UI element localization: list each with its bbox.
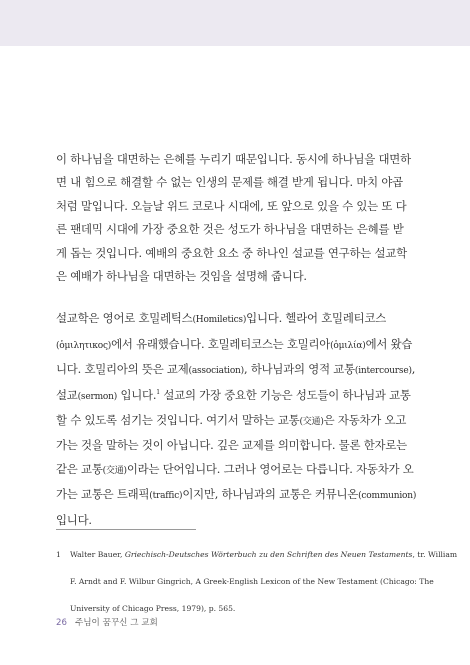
footnote-number: 1 bbox=[56, 550, 61, 559]
paragraph-2 bbox=[56, 307, 416, 532]
text: 가는 교통은 트래픽 bbox=[56, 487, 150, 502]
paragraph-1 bbox=[56, 148, 416, 288]
text-line bbox=[56, 358, 416, 383]
text-line: 입니다. bbox=[56, 512, 92, 527]
text: 니다. 호밀리아의 뜻은 교제 bbox=[56, 362, 189, 377]
text: 에서 왔습 bbox=[365, 336, 413, 351]
text: Walter Bauer, bbox=[70, 550, 125, 559]
parenthetical: (communion) bbox=[358, 491, 417, 502]
text-line: 가는 것을 말하는 것이 아닙니다. 깊은 교제를 의미합니다. 물론 한자로는 bbox=[56, 438, 407, 453]
text-line bbox=[56, 307, 416, 332]
parenthetical: (sermon) bbox=[77, 391, 118, 402]
book-title: Griechisch-Deutsches Wörterbuch zu den Schriften des Neuen Testaments bbox=[124, 550, 413, 559]
text: 입니다. bbox=[117, 387, 157, 402]
text: 은 자동차가 오고 bbox=[323, 413, 407, 428]
body-text bbox=[56, 148, 416, 532]
parenthetical: (association) bbox=[188, 366, 244, 377]
parenthetical: (intercourse) bbox=[354, 366, 412, 377]
text-line: 이 하나님을 대면하는 은혜를 누리기 때문입니다. 동시에 하나님을 대면하 bbox=[56, 152, 411, 166]
text: 이지만, 하나님과의 교통은 커뮤니온 bbox=[182, 487, 359, 502]
parenthetical: (ὁμιλία) bbox=[330, 340, 366, 351]
text: 할 수 있도록 섬기는 것입니다. 여기서 말하는 교통 bbox=[56, 413, 300, 428]
text: 설교의 가장 중요한 기능은 성도들이 하나님과 교통 bbox=[159, 387, 411, 402]
text: 설교학은 영어로 호밀레틱스 bbox=[56, 311, 193, 326]
footnote-line bbox=[70, 548, 458, 561]
header-band bbox=[0, 0, 470, 46]
parenthetical: (交通) bbox=[299, 417, 324, 428]
text: 에서 유래했습니다. 호밀레티코스는 호밀리아 bbox=[111, 336, 331, 351]
text-line: 게 돕는 것입니다. 예배의 중요한 요소 중 하나인 설교를 연구하는 설교학 bbox=[56, 245, 407, 260]
text: , tr. William bbox=[412, 550, 458, 559]
text: 입니다. 헬라어 호밀레티코스 bbox=[246, 311, 387, 326]
parenthetical: (Homiletics) bbox=[192, 315, 247, 326]
footnote-divider bbox=[56, 529, 196, 530]
text: , 하나님과의 영적 교통 bbox=[243, 362, 355, 377]
text-line: 처럼 말입니다. 오늘날 위드 코로나 시대에, 또 앞으로 있을 수 있는 또 다 bbox=[56, 198, 407, 213]
text-line bbox=[56, 384, 416, 409]
parenthetical: (traffic) bbox=[149, 491, 183, 502]
text-line: 면 내 힘으로 해결할 수 없는 인생의 문제를 해결 받게 됩니다. 마치 야곱 bbox=[56, 175, 403, 190]
parenthetical: (交通) bbox=[102, 465, 127, 476]
text: , bbox=[411, 362, 416, 377]
text-line: 른 팬데믹 시대에 가장 중요한 것은 성도가 하나님을 대면하는 은혜를 받 bbox=[56, 222, 404, 237]
text-line: 은 예배가 하나님을 대면하는 것임을 설명해 줍니다. bbox=[56, 269, 307, 284]
text-line bbox=[56, 409, 416, 434]
footnote bbox=[56, 548, 458, 615]
running-title: 주님이 꿈꾸신 그 교회 bbox=[74, 618, 158, 628]
text: 같은 교통 bbox=[56, 461, 103, 476]
footnote-text bbox=[70, 548, 458, 615]
text-line bbox=[56, 458, 416, 483]
text-line bbox=[56, 483, 416, 508]
text: 이라는 단어입니다. 그러나 영어로는 다릅니다. 자동차가 오 bbox=[126, 461, 414, 476]
page-number: 26 bbox=[56, 618, 67, 628]
text: 설교 bbox=[56, 387, 78, 402]
parenthetical: (ὁμιλητικος) bbox=[56, 340, 112, 351]
page-footer bbox=[56, 616, 158, 628]
footnote-line: University of Chicago Press, 1979), p. 565. bbox=[70, 603, 236, 613]
text-line bbox=[56, 333, 416, 358]
footnote-line: F. Arndt and F. Wilbur Gingrich, A Greek-English Lexicon of the New Testament (Chicago: The bbox=[70, 576, 434, 586]
footnote-ref[interactable]: 1 bbox=[156, 388, 160, 396]
